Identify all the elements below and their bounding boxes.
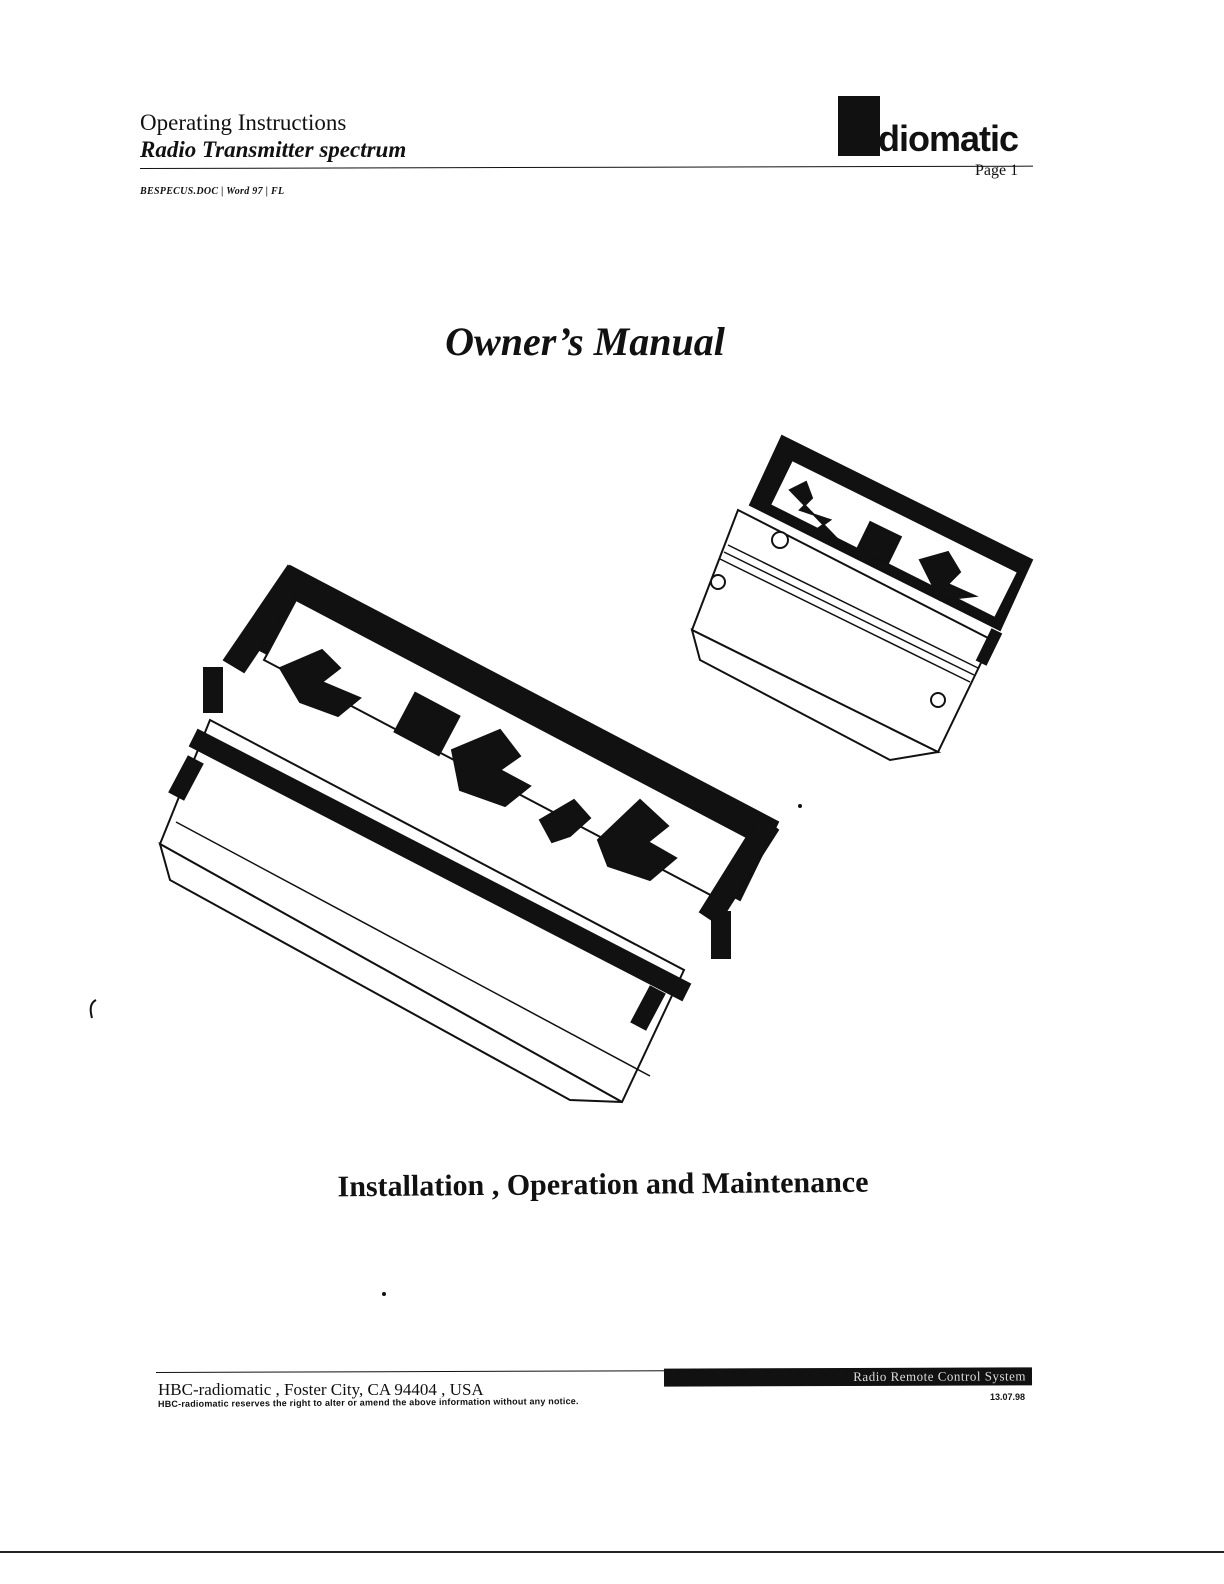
header-doc-reference: BESPECUS.DOC | Word 97 | FL	[140, 186, 285, 197]
large-transmitter-unit	[160, 566, 778, 1102]
page-bottom-edge	[0, 1551, 1224, 1553]
scan-mark	[91, 1000, 96, 1018]
footer-notice: HBC-radiomatic reserves the right to alter or amend the above information without any notice.	[157, 1396, 579, 1409]
header-product-name: Radio Transmitter spectrum	[140, 137, 407, 162]
header-doc-type: Operating Instructions	[140, 110, 347, 135]
footer-address: HBC-radiomatic , Foster City, CA 94404 , USA	[158, 1380, 484, 1399]
page-number: Page 1	[975, 162, 1019, 179]
footer-date: 13.07.98	[990, 1392, 1026, 1402]
scan-dot	[798, 804, 802, 808]
manual-title: Owner’s Manual	[445, 319, 725, 364]
scan-dot	[382, 1292, 386, 1296]
footer-banner-text: Radio Remote Control System	[853, 1368, 1027, 1384]
manual-subtitle: Installation , Operation and Maintenance	[337, 1165, 869, 1204]
small-transmitter-unit	[692, 436, 1032, 760]
logo-wordmark: diomatic	[878, 118, 1019, 159]
footer-banner	[664, 1367, 1032, 1386]
